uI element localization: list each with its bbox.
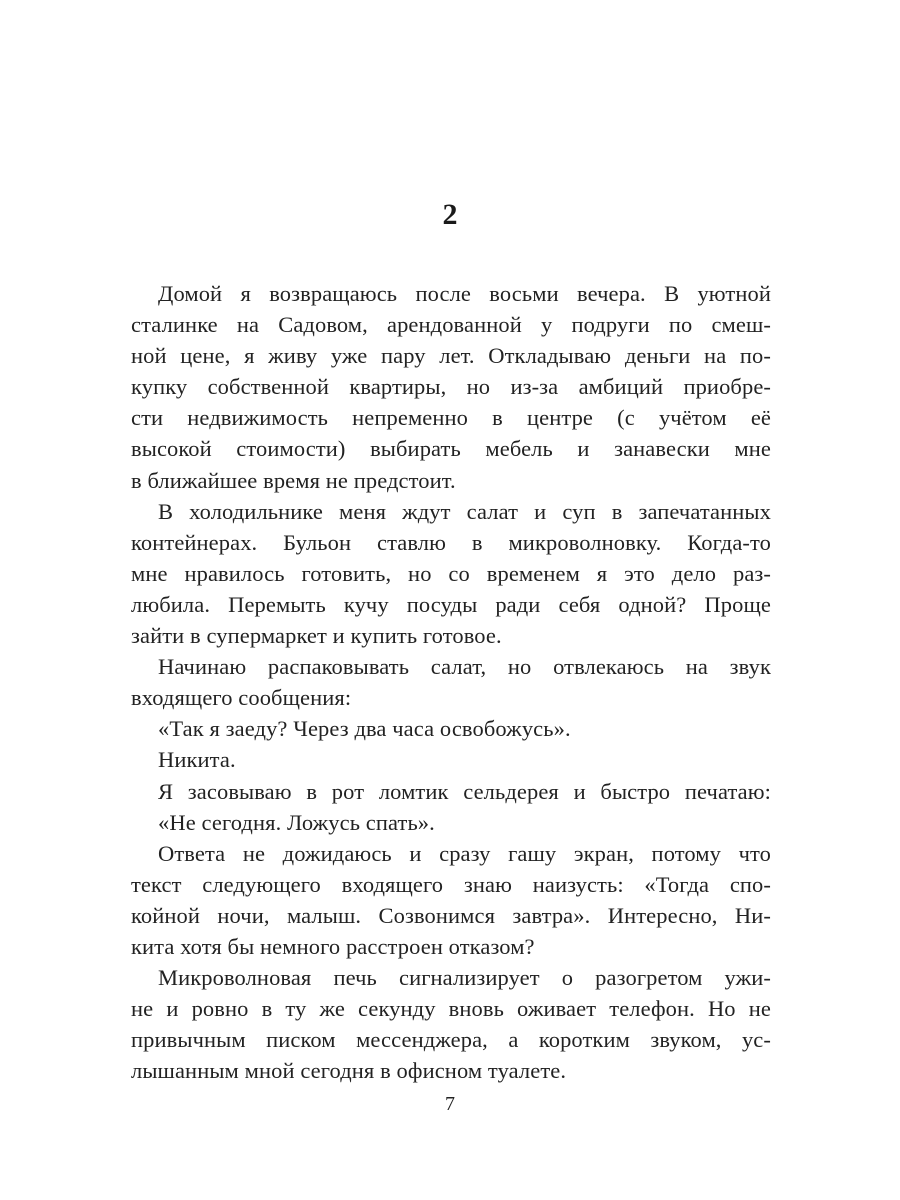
text-line: кита хотя бы немного расстроен отказом? (131, 933, 535, 959)
text-line: Никита. (158, 747, 236, 773)
text-line: высокой стоимости) выбирать мебель и занавески мне (131, 436, 771, 462)
text-line: ной цене, я живу уже пару лет. Откладываю деньги на по- (131, 343, 771, 369)
text-line: в ближайшее время не предстоит. (131, 467, 456, 493)
text-line: зайти в супермаркет и купить готовое. (131, 623, 502, 649)
text-line: Я засовываю в рот ломтик сельдерея и быстро печатаю: (158, 778, 771, 804)
text-line: текст следующего входящего знаю наизусть: «Тогда спо- (131, 871, 771, 897)
text-line: сталинке на Садовом, арендованной у подруги по смеш- (131, 312, 771, 338)
page-number: 7 (445, 1093, 455, 1115)
text-line: «Не сегодня. Ложусь спать». (158, 809, 435, 835)
text-line: койной ночи, малыш. Созвонимся завтра». Интересно, Ни- (131, 902, 771, 928)
text-line: не и ровно в ту же секунду вновь оживает телефон. Но не (131, 996, 771, 1022)
chapter-number: 2 (442, 198, 458, 231)
text-line: купку собственной квартиры, но из-за амбиций приобре- (131, 374, 771, 400)
text-line: «Так я заеду? Через два часа освобожусь». (158, 716, 571, 742)
chapter-body-text (131, 278, 771, 1086)
text-line: Начинаю распаковывать салат, но отвлекаюсь на звук (158, 654, 771, 680)
text-line: Микроволновая печь сигнализирует о разогретом ужи- (158, 965, 771, 991)
text-line: контейнерах. Бульон ставлю в микроволновку. Когда-то (131, 529, 771, 555)
text-line: В холодильнике меня ждут салат и суп в запечатанных (158, 498, 771, 524)
text-line: лышанным мной сегодня в офисном туалете. (131, 1058, 567, 1084)
text-line: любила. Перемыть кучу посуды ради себя одной? Проще (131, 591, 771, 617)
text-line: Домой я возвращаюсь после восьми вечера. В уютной (158, 281, 771, 306)
text-line: Ответа не дожидаюсь и сразу гашу экран, потому что (158, 840, 771, 866)
text-line: мне нравилось готовить, но со временем я это дело раз- (131, 560, 771, 586)
text-line: входящего сообщения: (131, 685, 352, 711)
text-line: привычным писком мессенджера, а коротким звуком, ус- (131, 1027, 771, 1053)
text-line: сти недвижимость непременно в центре (с учётом её (131, 405, 771, 431)
